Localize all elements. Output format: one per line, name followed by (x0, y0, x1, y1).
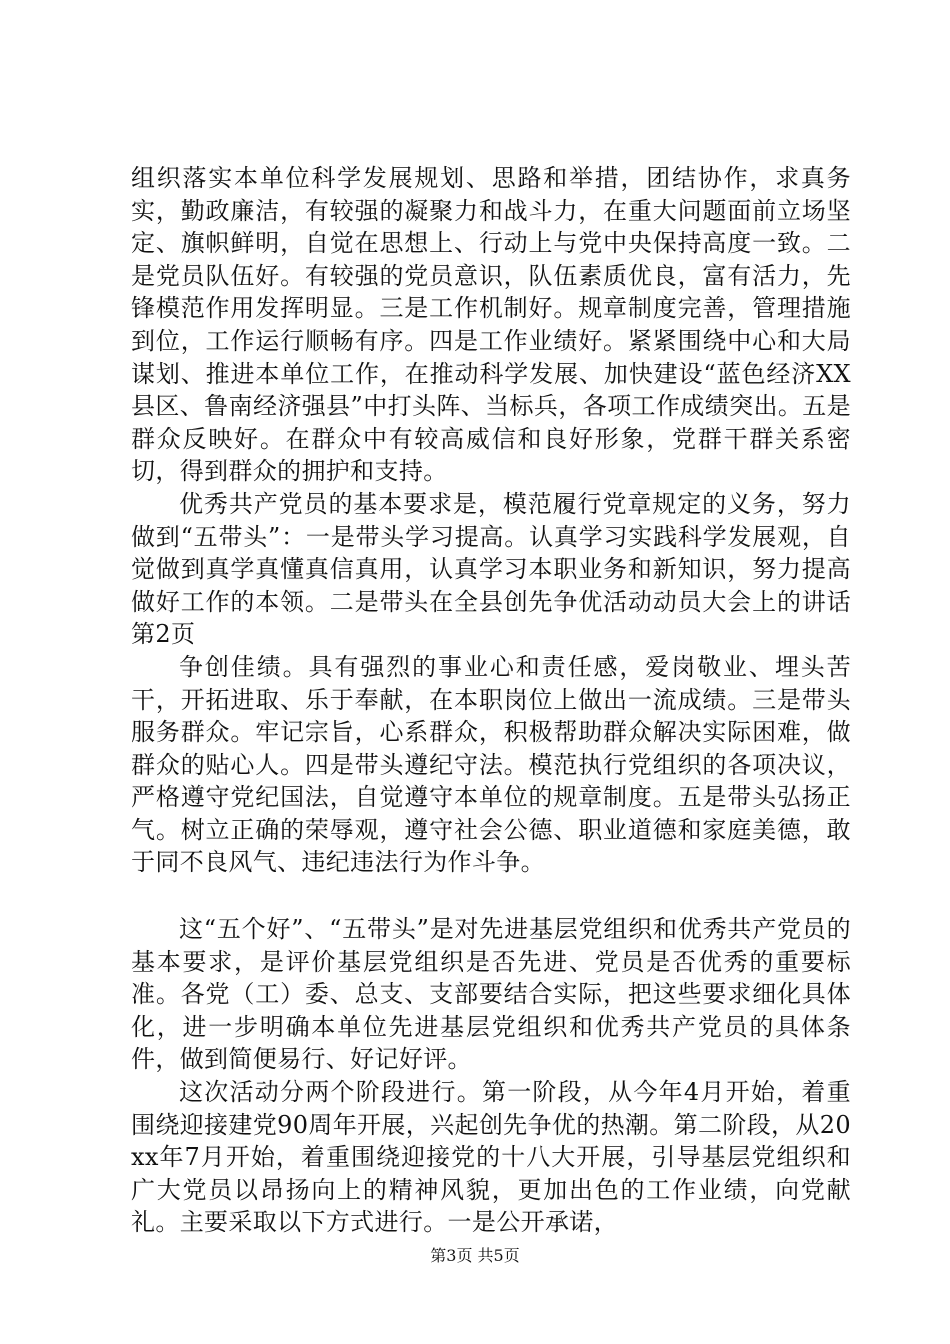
paragraph-standards-continued: 组织落实本单位科学发展规划、思路和举措，团结协作，求真务实，勤政廉洁，有较强的凝聚力和战斗力，在重大问题面前立场坚定、旗帜鲜明，自觉在思想上、行动上与党中央保持高度一致。二是党员队伍好。有较强的党员意识，队伍素质优良，富有活力，先锋模范作用发挥明显。三是工作机制好。规章制度完善，管理措施到位，工作运行顺畅有序。四是工作业绩好。紧紧围绕中心和大局谋划、推进本单位工作，在推动科学发展、加快建设“蓝色经济XX县区、鲁南经济强县”中打头阵、当标兵，各项工作成绩突出。五是群众反映好。在群众中有较高威信和良好形象，党群干群关系密切，得到群众的拥护和支持。 (131, 164, 851, 486)
page-number-footer: 第3页 共5页 (430, 1246, 520, 1265)
document-body (131, 162, 851, 1239)
paragraph-five-goods-summary: 这“五个好”、“五带头”是对先进基层党组织和优秀共产党员的基本要求，是评价基层党组织是否先进、党员是否优秀的重要标准。各党（工）委、总支、支部要结合实际，把这些要求细化具体化，进一步明确本单位先进基层党组织和优秀共产党员的具体条件，做到简便易行、好记好评。 (131, 915, 851, 1074)
paragraph-party-member-requirements: 优秀共产党员的基本要求是，模范履行党章规定的义务，努力做到“五带头”：一是带头学习提高。认真学习实践科学发展观，自觉做到真学真懂真信真用，认真学习本职业务和新知识，努力提高做好工作的本领。二是带头在全县创先争优活动动员大会上的讲话第2页 (131, 489, 851, 649)
paragraph-activity-stages: 这次活动分两个阶段进行。第一阶段，从今年4月开始，着重围绕迎接建党90周年开展，兴起创先争优的热潮。第二阶段，从20xx年7月开始，着重围绕迎接党的十八大开展，引导基层党组织和广大党员以昂扬向上的精神风貌，更加出色的工作业绩，向党献礼。主要采取以下方式进行。一是公开承诺， (131, 1078, 851, 1237)
paragraph-spacer (131, 879, 851, 913)
paragraph-strive-for-excellence: 争创佳绩。具有强烈的事业心和责任感，爱岗敬业、埋头苦干，开拓进取、乐于奉献，在本职岗位上做出一流成绩。三是带头服务群众。牢记宗旨，心系群众，积极帮助群众解决实际困难，做群众的贴心人。四是带头遵纪守法。模范执行党组织的各项决议，严格遵守党纪国法，自觉遵守本单位的规章制度。五是带头弘扬正气。树立正确的荣辱观，遵守社会公德、职业道德和家庭美德，敢于同不良风气、违纪违法行为作斗争。 (131, 652, 851, 877)
